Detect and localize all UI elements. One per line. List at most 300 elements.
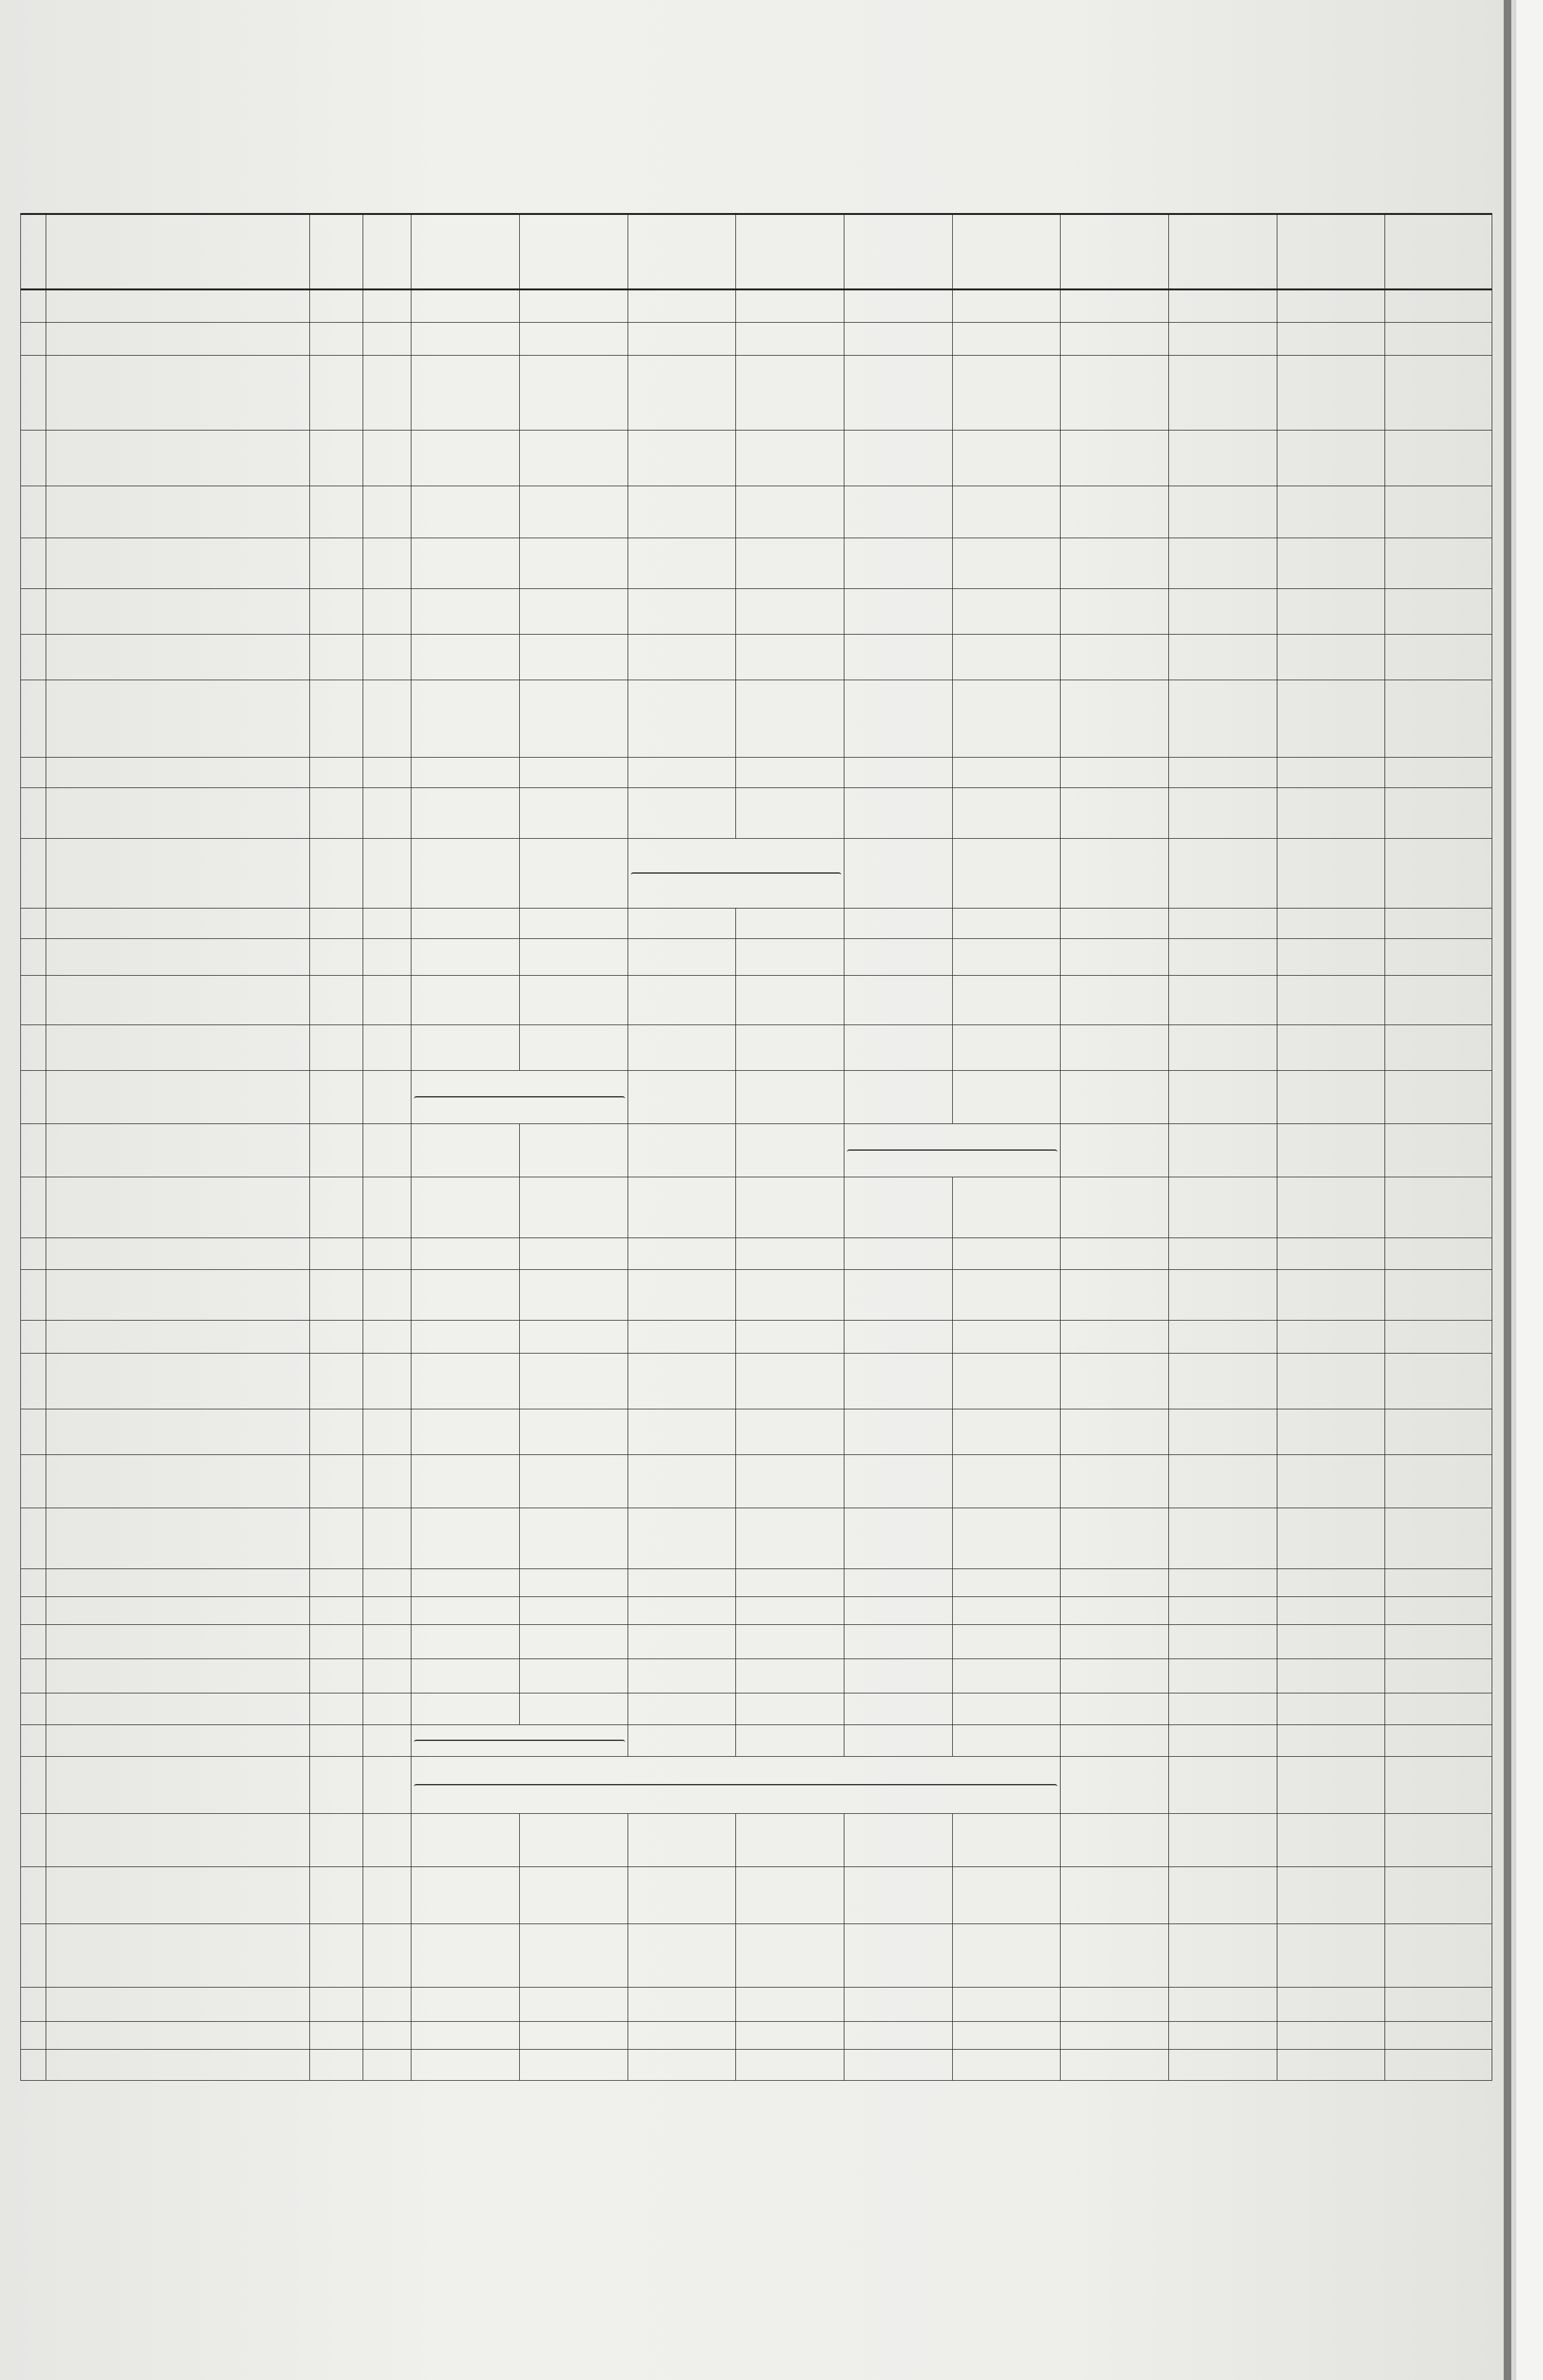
class-teacher-of	[363, 839, 411, 909]
class-teacher-of	[363, 939, 411, 976]
lesson-cell	[1385, 635, 1492, 680]
table-row	[21, 1814, 1492, 1867]
class-total	[411, 2050, 520, 2081]
row-number	[21, 1569, 46, 1597]
lesson-cell	[1168, 538, 1277, 589]
lesson-cell	[844, 589, 952, 635]
table-row	[21, 1597, 1492, 1625]
table-row	[21, 1071, 1492, 1124]
table-row	[21, 1238, 1492, 1270]
lesson-cell	[1385, 939, 1492, 976]
lesson-cell	[736, 1659, 844, 1693]
lesson-cell	[1168, 1409, 1277, 1455]
row-number	[21, 1757, 46, 1814]
totals-empty	[46, 2050, 310, 2081]
lesson-cell	[628, 1625, 736, 1659]
table-row	[21, 680, 1492, 758]
lesson-cell	[1168, 909, 1277, 939]
lesson-cell	[411, 1321, 520, 1354]
class-total	[628, 2050, 736, 2081]
lesson-cell	[520, 1625, 628, 1659]
lesson-cell	[1385, 1924, 1492, 1988]
lesson-cell	[628, 1659, 736, 1693]
lesson-cell	[628, 680, 736, 758]
class-teacher-of	[363, 430, 411, 486]
weekly-hours	[309, 1569, 363, 1597]
weekly-hours	[309, 1814, 363, 1867]
class-teacher-of	[363, 976, 411, 1025]
lesson-cell	[411, 1409, 520, 1455]
class-total	[520, 2050, 628, 2081]
table-row	[21, 1409, 1492, 1455]
lesson-cell	[1061, 839, 1169, 909]
class-teacher-of	[363, 1659, 411, 1693]
lesson-cell	[1061, 1071, 1169, 1124]
shared-lesson	[414, 1096, 624, 1099]
teacher-name	[46, 1659, 310, 1693]
lesson-cell	[1061, 1321, 1169, 1354]
lesson-cell	[952, 430, 1061, 486]
lesson-cell	[628, 635, 736, 680]
lesson-cell	[952, 976, 1061, 1025]
lesson-cell	[1168, 356, 1277, 430]
class-teacher-of	[363, 1124, 411, 1177]
lesson-cell	[952, 1025, 1061, 1071]
lesson-cell	[952, 788, 1061, 839]
lesson-cell	[628, 1508, 736, 1569]
lesson-cell	[1168, 680, 1277, 758]
header-name	[46, 214, 310, 290]
weekly-hours	[309, 1625, 363, 1659]
lesson-cell	[1277, 1177, 1385, 1238]
lesson-cell	[844, 1354, 952, 1409]
class-teacher-of	[363, 486, 411, 538]
lesson-cell	[1277, 290, 1385, 323]
weekly-hours	[309, 1597, 363, 1625]
lesson-cell	[1277, 356, 1385, 430]
teacher-name	[46, 323, 310, 356]
lesson-cell	[1385, 1025, 1492, 1071]
lesson-cell	[952, 1814, 1061, 1867]
class-teacher-of	[363, 788, 411, 839]
lesson-cell	[628, 1569, 736, 1597]
lesson-cell	[411, 1659, 520, 1693]
lesson-cell	[1385, 1625, 1492, 1659]
lesson-cell	[952, 1270, 1061, 1321]
weekly-hours	[309, 323, 363, 356]
lesson-cell	[1385, 680, 1492, 758]
row-number	[21, 939, 46, 976]
lesson-cell	[628, 290, 736, 323]
lesson-cell	[628, 1177, 736, 1238]
lesson-cell	[628, 486, 736, 538]
lesson-cell	[952, 1177, 1061, 1238]
lesson-cell	[1168, 635, 1277, 680]
lesson-cell	[520, 1597, 628, 1625]
lesson-cell	[736, 538, 844, 589]
lesson-cell	[1061, 290, 1169, 323]
lesson-cell	[1061, 1409, 1169, 1455]
teacher-name	[46, 1321, 310, 1354]
lesson-cell	[1385, 356, 1492, 430]
lesson-cell	[736, 635, 844, 680]
lesson-cell	[1168, 1924, 1277, 1988]
lesson-cell	[844, 356, 952, 430]
row-number	[21, 1270, 46, 1321]
table-row	[21, 1455, 1492, 1508]
teacher-name	[46, 680, 310, 758]
teacher-name	[46, 1071, 310, 1124]
lesson-cell	[952, 1725, 1061, 1757]
lesson-cell	[736, 486, 844, 538]
lesson-cell	[1168, 2022, 1277, 2050]
row-number	[21, 356, 46, 430]
class-teacher-of	[363, 1508, 411, 1569]
table-row	[21, 1321, 1492, 1354]
lesson-cell	[844, 976, 952, 1025]
lesson-cell	[411, 1177, 520, 1238]
lesson-cell	[1385, 1354, 1492, 1409]
table-row	[21, 430, 1492, 486]
lesson-cell	[736, 589, 844, 635]
lesson-cell	[1277, 1071, 1385, 1124]
lesson-cell	[628, 356, 736, 430]
lesson-cell	[736, 1321, 844, 1354]
lesson-cell	[411, 1693, 520, 1725]
lesson-cell	[411, 1025, 520, 1071]
lesson-cell	[844, 1071, 952, 1124]
teacher-name	[46, 758, 310, 788]
class-total	[1168, 2050, 1277, 2081]
table-body	[21, 290, 1492, 2081]
lesson-cell	[520, 1988, 628, 2022]
table-row	[21, 1659, 1492, 1693]
lesson-cell	[1168, 290, 1277, 323]
weekly-hours	[309, 1659, 363, 1693]
shared-lesson	[847, 1149, 1057, 1152]
teacher-name	[46, 1508, 310, 1569]
header-class	[411, 214, 520, 290]
row-number	[21, 1455, 46, 1508]
teacher-name	[46, 976, 310, 1025]
lesson-cell	[1277, 589, 1385, 635]
class-teacher-of	[363, 1321, 411, 1354]
teacher-name	[46, 1238, 310, 1270]
lesson-cell	[736, 2022, 844, 2050]
header-class	[1061, 214, 1169, 290]
lesson-cell	[520, 538, 628, 589]
lesson-cell	[1168, 589, 1277, 635]
row-number	[21, 589, 46, 635]
lesson-cell	[628, 430, 736, 486]
row-number	[21, 1354, 46, 1409]
class-teacher-of	[363, 1725, 411, 1757]
lesson-cell	[1168, 1569, 1277, 1597]
lesson-cell	[520, 1238, 628, 1270]
lesson-cell	[736, 1625, 844, 1659]
total-hours	[309, 2050, 363, 2081]
lesson-cell	[1277, 1924, 1385, 1988]
table-row	[21, 788, 1492, 839]
lesson-cell	[1277, 1659, 1385, 1693]
lesson-cell	[1277, 1508, 1385, 1569]
lesson-cell	[844, 1455, 952, 1508]
lesson-cell	[520, 758, 628, 788]
lesson-cell	[1277, 1867, 1385, 1924]
lesson-cell	[844, 290, 952, 323]
table-row	[21, 1177, 1492, 1238]
lesson-cell	[952, 486, 1061, 538]
lesson-cell	[1168, 1354, 1277, 1409]
lesson-cell	[628, 909, 736, 939]
lesson-cell	[952, 909, 1061, 939]
lesson-cell	[520, 1321, 628, 1354]
lesson-cell	[1277, 909, 1385, 939]
lesson-cell	[952, 758, 1061, 788]
class-teacher-of	[363, 1693, 411, 1725]
lesson-cell	[952, 1455, 1061, 1508]
teacher-name	[46, 356, 310, 430]
lesson-cell	[628, 1354, 736, 1409]
lesson-cell	[844, 1924, 952, 1988]
row-number	[21, 430, 46, 486]
lesson-cell	[411, 680, 520, 758]
lesson-cell	[1061, 1124, 1169, 1177]
lesson-cell	[520, 589, 628, 635]
lesson-cell	[1385, 1693, 1492, 1725]
lesson-cell	[411, 323, 520, 356]
weekly-hours	[309, 939, 363, 976]
lesson-cell	[1168, 1659, 1277, 1693]
lesson-cell	[1385, 1071, 1492, 1124]
lesson-cell	[1168, 1455, 1277, 1508]
teacher-name	[46, 1814, 310, 1867]
lesson-cell	[411, 1455, 520, 1508]
lesson-cell	[952, 2022, 1061, 2050]
lesson-cell	[628, 1988, 736, 2022]
class-teacher-of	[363, 1238, 411, 1270]
teacher-name	[46, 1924, 310, 1988]
lesson-cell	[1061, 680, 1169, 758]
lesson-cell	[1277, 839, 1385, 909]
lesson-cell	[1385, 1725, 1492, 1757]
class-teacher-of	[363, 1625, 411, 1659]
lesson-cell	[520, 1354, 628, 1409]
header-class	[736, 214, 844, 290]
class-teacher-of	[363, 909, 411, 939]
lesson-cell	[1385, 430, 1492, 486]
weekly-hours	[309, 1238, 363, 1270]
shared-lesson	[631, 872, 841, 875]
weekly-hours	[309, 1409, 363, 1455]
class-teacher-of	[363, 1867, 411, 1924]
lesson-cell	[1385, 323, 1492, 356]
lesson-cell	[411, 939, 520, 976]
lesson-cell	[1277, 680, 1385, 758]
lesson-cell	[1277, 976, 1385, 1025]
lesson-cell	[1277, 1625, 1385, 1659]
teacher-name	[46, 430, 310, 486]
lesson-cell	[1385, 1867, 1492, 1924]
row-number	[21, 1177, 46, 1238]
lesson-cell	[1277, 1321, 1385, 1354]
weekly-hours	[309, 1124, 363, 1177]
header-row	[21, 214, 1492, 290]
lesson-cell	[844, 1625, 952, 1659]
lesson-cell	[844, 1988, 952, 2022]
teacher-distribution-table	[20, 213, 1492, 2081]
lesson-cell	[844, 1177, 952, 1238]
lesson-cell	[844, 839, 952, 909]
weekly-hours	[309, 1988, 363, 2022]
weekly-hours	[309, 430, 363, 486]
table-row	[21, 290, 1492, 323]
lesson-cell	[1061, 323, 1169, 356]
lesson-cell	[1277, 430, 1385, 486]
weekly-hours	[309, 538, 363, 589]
table-row	[21, 323, 1492, 356]
teacher-name	[46, 1025, 310, 1071]
header-class	[1385, 214, 1492, 290]
lesson-cell	[520, 1270, 628, 1321]
class-teacher-of	[363, 1354, 411, 1409]
class-teacher-of	[363, 290, 411, 323]
teacher-name	[46, 909, 310, 939]
lesson-cell	[844, 1569, 952, 1597]
weekly-hours	[309, 1693, 363, 1725]
lesson-cell	[1277, 758, 1385, 788]
lesson-cell	[1277, 939, 1385, 976]
lesson-cell	[1385, 1409, 1492, 1455]
lesson-cell	[844, 1659, 952, 1693]
lesson-cell	[1061, 1867, 1169, 1924]
lesson-cell	[736, 1924, 844, 1988]
lesson-cell	[1061, 486, 1169, 538]
lesson-cell	[520, 1867, 628, 1924]
teacher-name	[46, 1177, 310, 1238]
lesson-cell	[520, 1569, 628, 1597]
teacher-name	[46, 538, 310, 589]
lesson-cell	[736, 1177, 844, 1238]
lesson-cell	[411, 1597, 520, 1625]
teacher-name	[46, 839, 310, 909]
row-number	[21, 1071, 46, 1124]
lesson-cell	[411, 1071, 628, 1124]
lesson-cell	[520, 1455, 628, 1508]
lesson-cell	[1385, 1270, 1492, 1321]
lesson-cell	[736, 323, 844, 356]
class-teacher-of	[363, 635, 411, 680]
lesson-cell	[628, 1321, 736, 1354]
lesson-cell	[1385, 1455, 1492, 1508]
lesson-cell	[844, 1270, 952, 1321]
row-number	[21, 758, 46, 788]
lesson-cell	[1385, 589, 1492, 635]
lesson-cell	[628, 939, 736, 976]
lesson-cell	[1168, 788, 1277, 839]
row-number	[21, 538, 46, 589]
lesson-cell	[1168, 1177, 1277, 1238]
teacher-name	[46, 1455, 310, 1508]
class-teacher-of	[363, 1409, 411, 1455]
lesson-cell	[952, 680, 1061, 758]
lesson-cell	[1168, 1270, 1277, 1321]
lesson-cell	[844, 2022, 952, 2050]
lesson-cell	[411, 430, 520, 486]
lesson-cell	[1061, 356, 1169, 430]
lesson-cell	[844, 1867, 952, 1924]
lesson-cell	[628, 1924, 736, 1988]
teacher-name	[46, 589, 310, 635]
row-number	[21, 2022, 46, 2050]
class-teacher-of	[363, 1597, 411, 1625]
weekly-hours	[309, 680, 363, 758]
lesson-cell	[736, 758, 844, 788]
weekly-hours	[309, 290, 363, 323]
lesson-cell	[844, 939, 952, 976]
class-teacher-of	[363, 680, 411, 758]
table-row	[21, 939, 1492, 976]
lesson-cell	[411, 1814, 520, 1867]
lesson-cell	[411, 1757, 1061, 1814]
table-row	[21, 1757, 1492, 1814]
lesson-cell	[1061, 1924, 1169, 1988]
weekly-hours	[309, 1757, 363, 1814]
lesson-cell	[520, 430, 628, 486]
teacher-name	[46, 1625, 310, 1659]
weekly-hours	[309, 1071, 363, 1124]
row-number	[21, 486, 46, 538]
lesson-cell	[1385, 1321, 1492, 1354]
lesson-cell	[628, 1814, 736, 1867]
lesson-cell	[952, 1988, 1061, 2022]
lesson-cell	[1277, 1409, 1385, 1455]
lesson-cell	[628, 1693, 736, 1725]
lesson-cell	[411, 589, 520, 635]
lesson-cell	[411, 839, 520, 909]
class-total	[952, 2050, 1061, 2081]
class-teacher-of	[363, 1071, 411, 1124]
teacher-name	[46, 939, 310, 976]
lesson-cell	[628, 1270, 736, 1321]
lesson-cell	[844, 1725, 952, 1757]
lesson-cell	[1168, 976, 1277, 1025]
teacher-name	[46, 1988, 310, 2022]
lesson-cell	[411, 1725, 628, 1757]
lesson-cell	[952, 1693, 1061, 1725]
shared-lesson	[414, 1784, 1057, 1787]
lesson-cell	[844, 909, 952, 939]
row-number	[21, 1025, 46, 1071]
row-number	[21, 1867, 46, 1924]
page-edge	[1504, 0, 1511, 2380]
lesson-cell	[1277, 1757, 1385, 1814]
lesson-cell	[1385, 1988, 1492, 2022]
lesson-cell	[736, 1238, 844, 1270]
lesson-cell	[1385, 1569, 1492, 1597]
lesson-cell	[1385, 1124, 1492, 1177]
table-row	[21, 1988, 1492, 2022]
lesson-cell	[1385, 1814, 1492, 1867]
lesson-cell	[520, 323, 628, 356]
lesson-cell	[952, 939, 1061, 976]
lesson-cell	[1277, 323, 1385, 356]
lesson-cell	[628, 788, 736, 839]
lesson-cell	[1277, 1814, 1385, 1867]
lesson-cell	[736, 1071, 844, 1124]
lesson-cell	[411, 1867, 520, 1924]
class-teacher-of	[363, 1924, 411, 1988]
